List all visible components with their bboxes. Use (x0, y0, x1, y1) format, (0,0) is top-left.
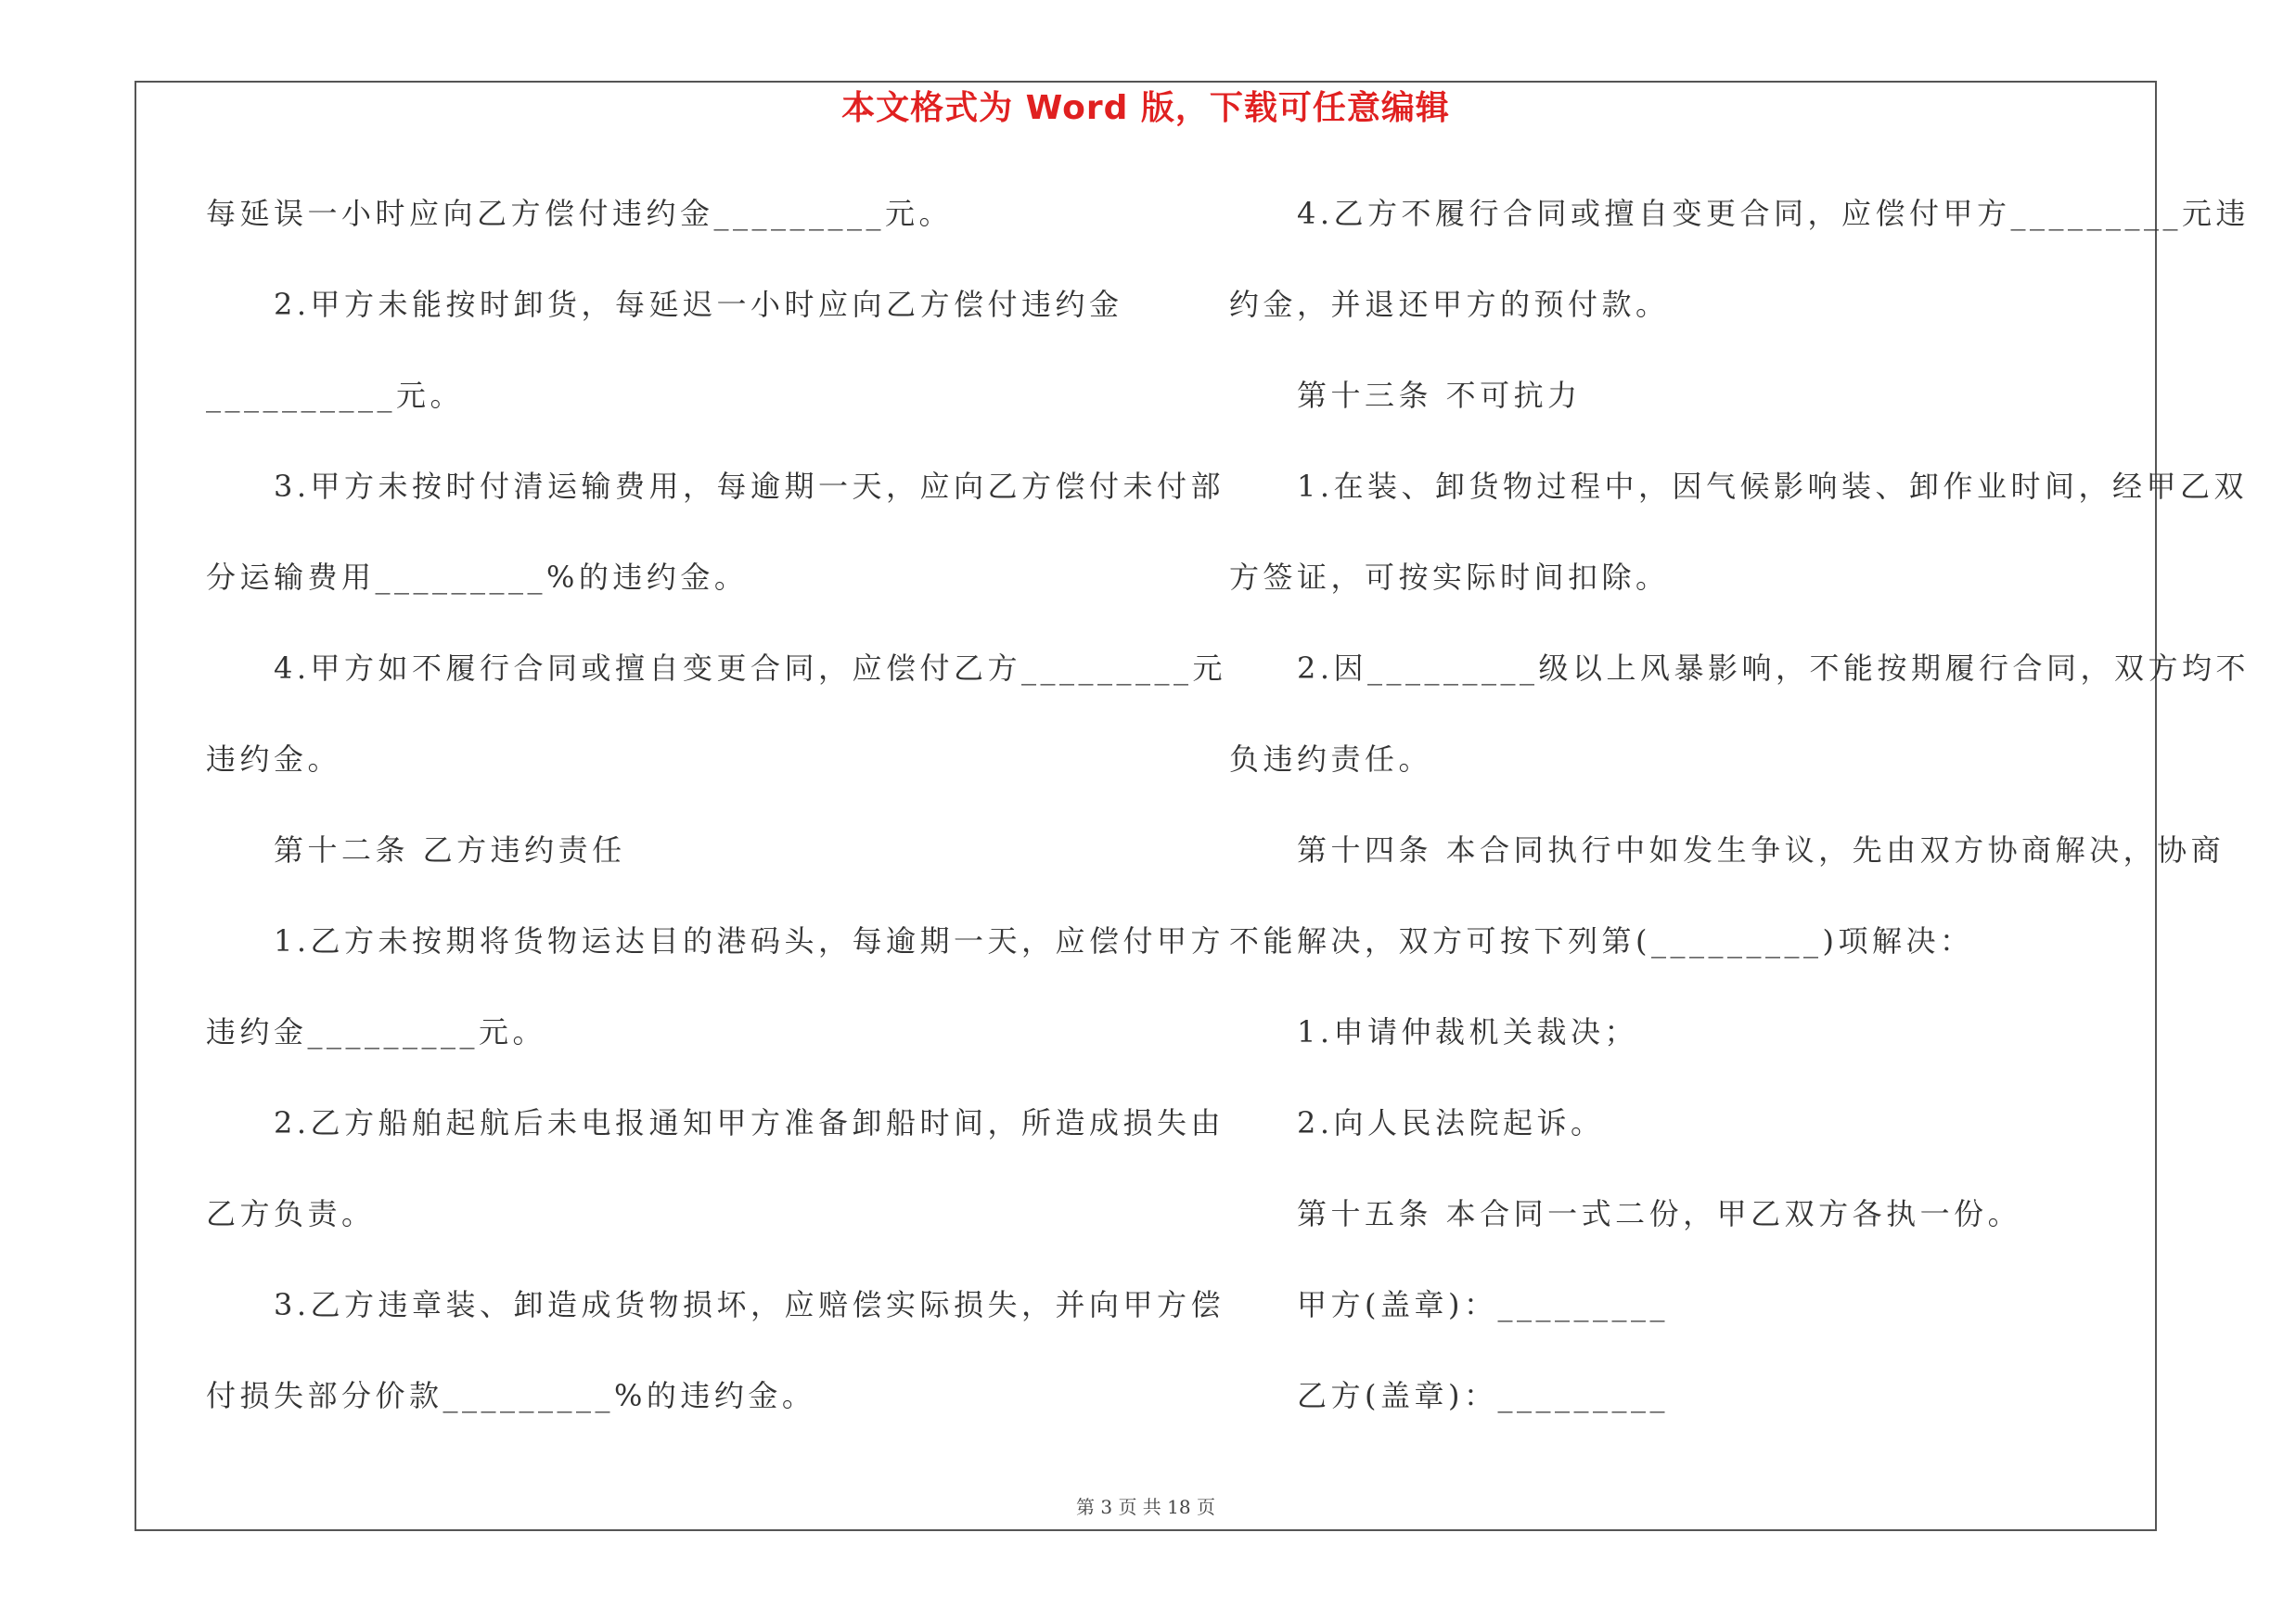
text-line: 约金，并退还甲方的预付款。 (1229, 287, 1670, 322)
text-line: 违约金_________元。 (206, 1014, 547, 1050)
text-line: 每延误一小时应向乙方偿付违约金_________元。 (206, 196, 954, 231)
right-column (1229, 186, 2251, 1459)
text-line: 不能解决，双方可按下列第(_________)项解决： (1229, 923, 1974, 959)
page-number: 第 3 页 共 18 页 (1076, 1496, 1215, 1518)
text-line: 分运输费用_________%的违约金。 (206, 560, 749, 595)
section-heading: 第十五条 本合同一式二份，甲乙双方各执一份。 (1229, 1196, 2022, 1231)
text-line: 1.申请仲裁机关裁决； (1229, 1014, 1639, 1050)
text-line: 2.向人民法院起诉。 (1229, 1105, 1605, 1140)
banner-title: 本文格式为 Word 版，下载可任意编辑 (841, 89, 1450, 127)
text-line: 负违约责任。 (1229, 741, 1433, 777)
section-heading: 第十四条 本合同执行中如发生争议，先由双方协商解决，协商 (1229, 832, 2225, 868)
text-line: 1.乙方未按期将货物运达目的港码头，每逾期一天，应偿付甲方 (206, 923, 1225, 959)
left-column (206, 186, 1227, 1459)
text-line: 2.乙方船舶起航后未电报通知甲方准备卸船时间，所造成损失由 (206, 1105, 1225, 1140)
section-heading: 第十二条 乙方违约责任 (206, 832, 626, 868)
text-line: 乙方负责。 (206, 1196, 376, 1231)
text-line: 2.因_________级以上风暴影响，不能按期履行合同，双方均不 (1229, 650, 2251, 686)
text-line: 4.甲方如不履行合同或擅自变更合同，应偿付乙方_________元 (206, 650, 1227, 686)
text-line: 付损失部分价款_________%的违约金。 (206, 1378, 816, 1413)
text-line: 3.乙方违章装、卸造成货物损坏，应赔偿实际损失，并向甲方偿 (206, 1287, 1225, 1322)
signature-line-party-b: 乙方(盖章)：_________ (1229, 1378, 1669, 1413)
signature-line-party-a: 甲方(盖章)：_________ (1229, 1287, 1669, 1322)
text-line: 2.甲方未能按时卸货，每延迟一小时应向乙方偿付违约金 (206, 287, 1123, 322)
text-line: 4.乙方不履行合同或擅自变更合同，应偿付甲方_________元违 (1229, 196, 2251, 231)
text-line: 3.甲方未按时付清运输费用，每逾期一天，应向乙方偿付未付部 (206, 469, 1225, 504)
text-line: 违约金。 (206, 741, 342, 777)
text-line: 方签证，可按实际时间扣除。 (1229, 560, 1670, 595)
section-heading: 第十三条 不可抗力 (1229, 378, 1582, 413)
text-line: __________元。 (206, 378, 465, 413)
text-line: 1.在装、卸货物过程中，因气候影响装、卸作业时间，经甲乙双 (1229, 469, 2249, 504)
